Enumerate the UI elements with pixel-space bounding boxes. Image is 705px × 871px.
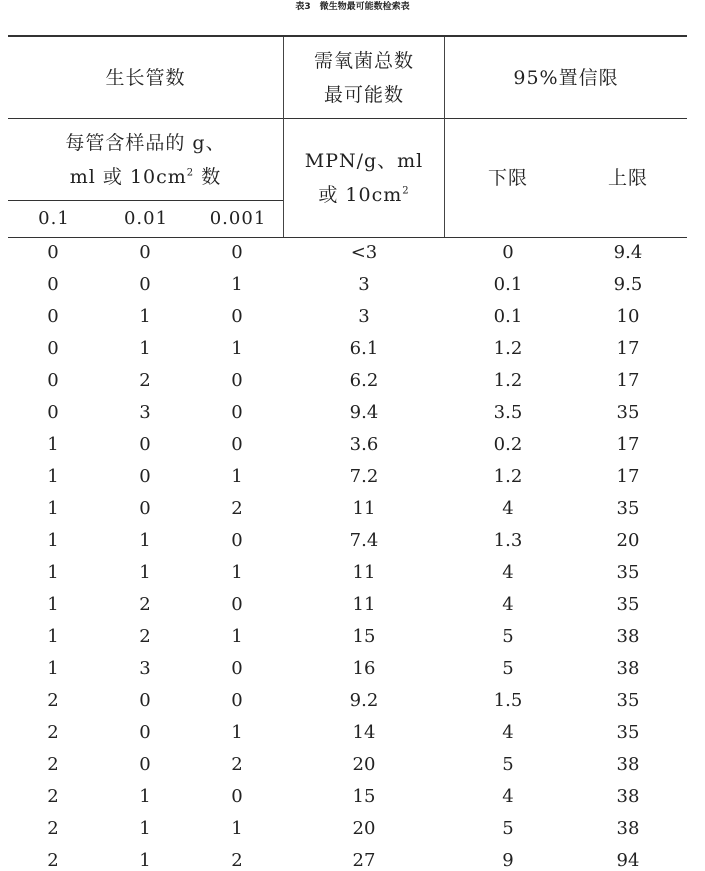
cell-mpn: 16 bbox=[352, 658, 376, 679]
cell-mpn: 7.4 bbox=[349, 530, 379, 551]
cell-tubes-0.01: 1 bbox=[139, 786, 151, 807]
cell-upper-limit: 35 bbox=[616, 402, 640, 423]
cell-upper-limit: 10 bbox=[616, 306, 640, 327]
cell-mpn: 3 bbox=[358, 306, 370, 327]
cell-tubes-0.1: 2 bbox=[47, 850, 59, 871]
cell-tubes-0.01: 2 bbox=[139, 370, 151, 391]
cell-tubes-0.1: 2 bbox=[47, 754, 59, 775]
cell-lower-limit: 1.2 bbox=[493, 370, 523, 391]
cell-upper-limit: 35 bbox=[616, 690, 640, 711]
cell-tubes-0.1: 2 bbox=[47, 722, 59, 743]
cell-tubes-0.01: 2 bbox=[139, 626, 151, 647]
cell-lower-limit: 4 bbox=[502, 722, 514, 743]
cell-mpn: 9.2 bbox=[349, 690, 379, 711]
cell-lower-limit: 1.5 bbox=[493, 690, 523, 711]
sample-line2: ml 或 $10cm^2$ 数 bbox=[69, 165, 222, 188]
cell-tubes-0.001: 1 bbox=[231, 818, 243, 839]
cell-lower-limit: 9 bbox=[502, 850, 514, 871]
cell-mpn: 15 bbox=[352, 626, 376, 647]
cell-tubes-0.1: 1 bbox=[47, 434, 59, 455]
header-growth-tubes bbox=[8, 37, 283, 118]
cell-mpn: 3.6 bbox=[349, 434, 379, 455]
header-lower-limit bbox=[448, 119, 568, 237]
cell-mpn: 27 bbox=[352, 850, 376, 871]
cell-lower-limit: 4 bbox=[502, 786, 514, 807]
cell-tubes-0.01: 1 bbox=[139, 850, 151, 871]
cell-tubes-0.1: 2 bbox=[47, 690, 59, 711]
cell-lower-limit: 0.1 bbox=[493, 274, 523, 295]
confidence-title-label: 95%置信限 bbox=[513, 66, 619, 89]
header-mpn-unit bbox=[284, 119, 444, 237]
cell-tubes-0.01: 1 bbox=[139, 562, 151, 583]
cell-tubes-0.1: 1 bbox=[47, 466, 59, 487]
cell-tubes-0.001: 0 bbox=[231, 306, 243, 327]
cell-mpn: 11 bbox=[352, 498, 376, 519]
cell-upper-limit: 17 bbox=[616, 466, 640, 487]
cell-upper-limit: 9.5 bbox=[613, 274, 643, 295]
lower-limit-label: 下限 bbox=[487, 167, 528, 189]
cell-lower-limit: 0.1 bbox=[493, 306, 523, 327]
cell-tubes-0.1: 1 bbox=[47, 626, 59, 647]
table-caption: 表3 微生物最可能数检索表 bbox=[295, 2, 410, 12]
cell-tubes-0.001: 0 bbox=[231, 402, 243, 423]
cell-upper-limit: 35 bbox=[616, 594, 640, 615]
cell-tubes-0.01: 1 bbox=[139, 530, 151, 551]
cell-upper-limit: 35 bbox=[616, 562, 640, 583]
cell-tubes-0.01: 0 bbox=[139, 434, 151, 455]
cell-tubes-0.001: 2 bbox=[231, 754, 243, 775]
cell-tubes-0.001: 0 bbox=[231, 530, 243, 551]
cell-tubes-0.001: 0 bbox=[231, 242, 243, 263]
cell-lower-limit: 3.5 bbox=[493, 402, 523, 423]
cell-mpn: 14 bbox=[352, 722, 376, 743]
header-mpn-title bbox=[284, 37, 444, 118]
upper-limit-label: 上限 bbox=[607, 167, 648, 189]
cell-mpn: <3 bbox=[350, 242, 378, 263]
cell-lower-limit: 5 bbox=[502, 658, 514, 679]
cell-tubes-0.1: 2 bbox=[47, 786, 59, 807]
cell-tubes-0.001: 0 bbox=[231, 594, 243, 615]
cell-tubes-0.01: 1 bbox=[139, 338, 151, 359]
cell-mpn: 20 bbox=[352, 818, 376, 839]
cell-tubes-0.01: 1 bbox=[139, 306, 151, 327]
header-sample-amount bbox=[8, 119, 283, 200]
body-top-rule bbox=[8, 237, 687, 238]
cell-mpn: 11 bbox=[352, 562, 376, 583]
cell-mpn: 6.1 bbox=[349, 338, 379, 359]
cell-tubes-0.1: 1 bbox=[47, 658, 59, 679]
growth-tubes-label: 生长管数 bbox=[105, 66, 186, 89]
cell-tubes-0.001: 2 bbox=[231, 498, 243, 519]
cell-upper-limit: 38 bbox=[616, 754, 640, 775]
cell-lower-limit: 5 bbox=[502, 754, 514, 775]
cell-mpn: 7.2 bbox=[349, 466, 379, 487]
dilution-header-0.001: 0.001 bbox=[209, 208, 267, 229]
cell-tubes-0.001: 1 bbox=[231, 274, 243, 295]
cell-lower-limit: 0 bbox=[502, 242, 514, 263]
cell-upper-limit: 9.4 bbox=[613, 242, 643, 263]
mpn-unit-line2: 或 $10cm^2$ bbox=[318, 184, 410, 206]
cell-tubes-0.001: 0 bbox=[231, 690, 243, 711]
cell-upper-limit: 38 bbox=[616, 658, 640, 679]
cell-tubes-0.01: 3 bbox=[139, 402, 151, 423]
cell-upper-limit: 20 bbox=[616, 530, 640, 551]
dilution-header-0.01: 0.01 bbox=[123, 208, 169, 229]
cell-tubes-0.001: 2 bbox=[231, 850, 243, 871]
cell-mpn: 6.2 bbox=[349, 370, 379, 391]
cell-tubes-0.001: 0 bbox=[231, 786, 243, 807]
cell-tubes-0.01: 0 bbox=[139, 274, 151, 295]
cell-lower-limit: 5 bbox=[502, 626, 514, 647]
cell-tubes-0.1: 0 bbox=[47, 242, 59, 263]
mpn-title-line1: 需氧菌总数 bbox=[313, 49, 414, 72]
cell-mpn: 3 bbox=[358, 274, 370, 295]
cell-tubes-0.001: 0 bbox=[231, 658, 243, 679]
cell-tubes-0.1: 0 bbox=[47, 338, 59, 359]
cell-upper-limit: 17 bbox=[616, 370, 640, 391]
cell-upper-limit: 35 bbox=[616, 498, 640, 519]
cell-mpn: 15 bbox=[352, 786, 376, 807]
cell-tubes-0.1: 1 bbox=[47, 530, 59, 551]
cell-upper-limit: 38 bbox=[616, 818, 640, 839]
sample-line1: 每管含样品的 g、 bbox=[65, 131, 226, 154]
mpn-title-line2: 最可能数 bbox=[323, 83, 404, 106]
cell-tubes-0.01: 0 bbox=[139, 722, 151, 743]
cell-tubes-0.01: 0 bbox=[139, 466, 151, 487]
cell-mpn: 11 bbox=[352, 594, 376, 615]
cell-tubes-0.001: 0 bbox=[231, 370, 243, 391]
cell-tubes-0.001: 1 bbox=[231, 626, 243, 647]
cell-tubes-0.1: 1 bbox=[47, 498, 59, 519]
cell-tubes-0.01: 0 bbox=[139, 498, 151, 519]
cell-mpn: 20 bbox=[352, 754, 376, 775]
cell-lower-limit: 4 bbox=[502, 562, 514, 583]
header-upper-limit bbox=[568, 119, 688, 237]
cell-tubes-0.1: 0 bbox=[47, 402, 59, 423]
cell-upper-limit: 17 bbox=[616, 338, 640, 359]
cell-tubes-0.1: 0 bbox=[47, 274, 59, 295]
cell-upper-limit: 35 bbox=[616, 722, 640, 743]
cell-lower-limit: 1.2 bbox=[493, 466, 523, 487]
cell-lower-limit: 1.2 bbox=[493, 338, 523, 359]
cell-tubes-0.1: 0 bbox=[47, 306, 59, 327]
cell-upper-limit: 38 bbox=[616, 786, 640, 807]
cell-tubes-0.001: 1 bbox=[231, 466, 243, 487]
header-confidence-title bbox=[445, 37, 687, 118]
cell-tubes-0.001: 1 bbox=[231, 338, 243, 359]
cell-tubes-0.1: 2 bbox=[47, 818, 59, 839]
cell-lower-limit: 5 bbox=[502, 818, 514, 839]
cell-tubes-0.001: 1 bbox=[231, 722, 243, 743]
cell-lower-limit: 4 bbox=[502, 594, 514, 615]
dilution-header-0.1: 0.1 bbox=[38, 208, 70, 229]
cell-tubes-0.01: 0 bbox=[139, 690, 151, 711]
cell-lower-limit: 4 bbox=[502, 498, 514, 519]
cell-tubes-0.01: 1 bbox=[139, 818, 151, 839]
cell-upper-limit: 94 bbox=[616, 850, 640, 871]
cell-lower-limit: 0.2 bbox=[493, 434, 523, 455]
mpn-unit-line1: MPN/g、ml bbox=[304, 150, 424, 172]
cell-upper-limit: 17 bbox=[616, 434, 640, 455]
cell-tubes-0.01: 0 bbox=[139, 754, 151, 775]
cell-tubes-0.1: 0 bbox=[47, 370, 59, 391]
cell-tubes-0.001: 1 bbox=[231, 562, 243, 583]
cell-lower-limit: 1.3 bbox=[493, 530, 523, 551]
cell-tubes-0.001: 0 bbox=[231, 434, 243, 455]
cell-tubes-0.01: 2 bbox=[139, 594, 151, 615]
cell-upper-limit: 38 bbox=[616, 626, 640, 647]
cell-tubes-0.1: 1 bbox=[47, 594, 59, 615]
cell-tubes-0.01: 3 bbox=[139, 658, 151, 679]
cell-mpn: 9.4 bbox=[349, 402, 379, 423]
cell-tubes-0.01: 0 bbox=[139, 242, 151, 263]
cell-tubes-0.1: 1 bbox=[47, 562, 59, 583]
